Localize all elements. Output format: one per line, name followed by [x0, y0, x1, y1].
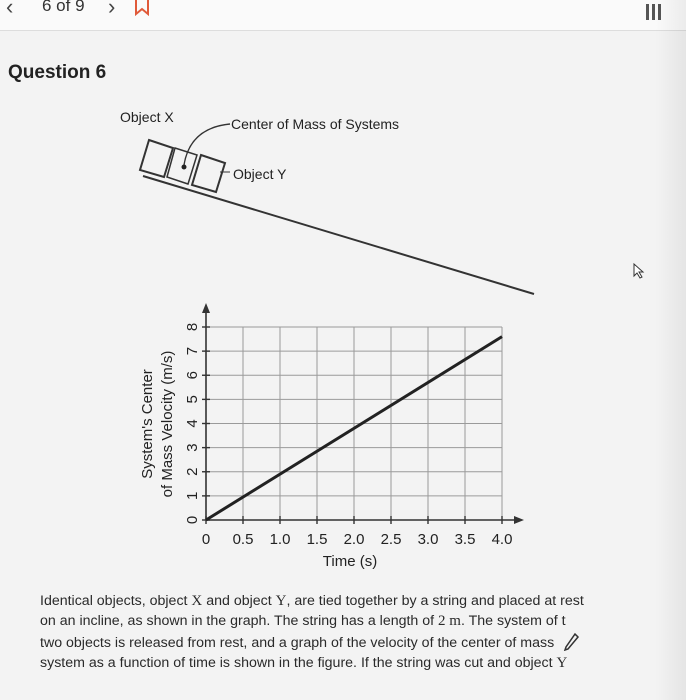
y-tick-label: 1: [184, 491, 201, 501]
y-axis-label-line2: of Mass Velocity (m/s): [159, 350, 176, 498]
x-axis-arrow: [514, 516, 524, 524]
x-tick-labels: [202, 531, 513, 548]
x-tick-label: 4.0: [491, 531, 513, 548]
x-tick-label: 0: [201, 531, 211, 548]
y-tick-label: 2: [184, 467, 201, 476]
x-tick-label: 1.5: [306, 531, 328, 548]
screen-edge-shade: [655, 0, 686, 700]
y-tick-label: 6: [184, 371, 201, 380]
y-tick-label: 4: [184, 419, 201, 428]
y-axis-label-line1: System's Center: [139, 369, 156, 479]
x-tick-label: 0.5: [232, 531, 254, 548]
y-axis-arrow: [202, 303, 210, 313]
center-of-mass-dot: [182, 165, 187, 170]
y-tick-label: 5: [184, 395, 201, 404]
incline-surface: [143, 176, 534, 294]
label-center-of-mass: Center of Mass of Systems: [231, 116, 400, 132]
pencil-icon[interactable]: [562, 631, 580, 651]
y-tick-label: 0: [184, 515, 201, 525]
question-text: [40, 592, 630, 673]
label-object-y: Object Y: [233, 166, 287, 182]
object-y-block: [192, 155, 225, 192]
y-tick-label: 3: [184, 443, 201, 452]
chevron-right-icon[interactable]: ›: [108, 0, 116, 19]
label-object-x: Object X: [120, 109, 174, 125]
y-tick-labels: [184, 323, 201, 524]
x-tick-label: 2.0: [343, 531, 365, 548]
chevron-left-icon[interactable]: ‹: [6, 0, 14, 19]
com-leader-line: [184, 124, 230, 165]
y-tick-label: 7: [184, 346, 201, 356]
y-tick-label: 8: [184, 322, 201, 332]
question-line-1: Identical objects, object X and object Y, are tied together by a string and placed at rest: [40, 593, 584, 609]
question-line-2: on an incline, as shown in the graph. The string has a length of 2 m. The system of t: [40, 612, 566, 629]
mouse-cursor-icon: [632, 262, 648, 285]
x-tick-label: 3.0: [417, 531, 439, 548]
question-line-4: system as a function of time is shown in the figure. If the string was cut and object Y: [40, 654, 568, 671]
question-line-3: two objects is released from rest, and a graph of the velocity of the center of mass: [40, 631, 630, 654]
question-title: Question 6: [8, 62, 107, 83]
question-position: 6 of 9: [42, 0, 85, 15]
x-tick-label: 3.5: [454, 531, 476, 548]
x-axis-label: Time (s): [322, 553, 378, 570]
x-tick-label: 2.5: [380, 531, 402, 548]
x-tick-label: 1.0: [269, 531, 291, 548]
velocity-time-chart: [139, 303, 524, 570]
incline-diagram: [120, 109, 534, 294]
